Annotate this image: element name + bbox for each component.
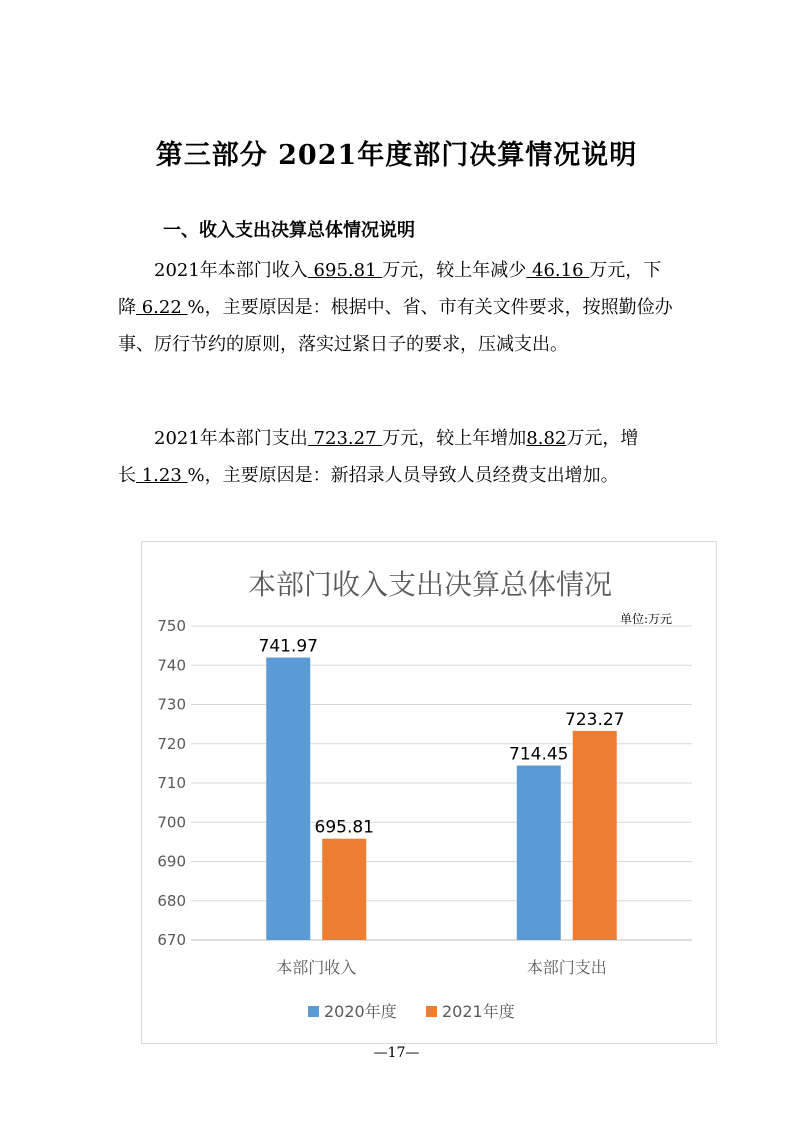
bar — [517, 766, 561, 940]
legend-label: 2020年度 — [324, 1002, 397, 1021]
data-label: 695.81 — [314, 817, 374, 838]
bar — [266, 658, 310, 940]
legend-label: 2021年度 — [442, 1002, 515, 1021]
y-tick-label: 680 — [157, 891, 186, 910]
y-tick-label: 730 — [157, 695, 186, 714]
chart-title: 本部门收入支出决算总体情况 — [247, 568, 613, 601]
text: 2021年本部门收入 — [154, 260, 308, 281]
legend-swatch — [308, 1006, 319, 1017]
data-label: 741.97 — [258, 636, 318, 657]
legend-swatch — [426, 1006, 437, 1017]
text: 万元，增长 — [118, 428, 639, 486]
y-tick-label: 740 — [157, 656, 186, 675]
text: 万元，下降 — [118, 260, 662, 318]
y-tick-label: 690 — [157, 852, 186, 871]
text: %，主要原因是：根据中、省、市有关文件要求，按照勤俭办事、厉行节约的原则，落实过紧日子的要求，压减支出。 — [118, 297, 673, 355]
decrease-percent: 6.22 — [141, 297, 182, 318]
bar — [322, 839, 366, 940]
y-tick-label: 700 — [157, 813, 186, 832]
y-tick-label: 720 — [157, 734, 186, 753]
page-title: 第三部分 2021年度部门决算情况说明 — [155, 140, 638, 171]
bar — [573, 731, 617, 940]
expense-paragraph — [118, 420, 678, 494]
y-tick-label: 750 — [157, 617, 186, 635]
increase-percent: 1.23 — [141, 465, 182, 486]
text: 万元，较上年减少 — [382, 260, 527, 281]
page-number: —17— — [373, 1045, 420, 1061]
section-heading: 一、收入支出决算总体情况说明 — [163, 220, 415, 241]
x-category-label: 本部门收入 — [276, 958, 357, 977]
text: 2021年本部门支出 — [154, 428, 308, 449]
decrease-value: 46.16 — [532, 260, 584, 281]
data-label: 723.27 — [565, 709, 625, 730]
increase-value: 8.82 — [526, 428, 567, 449]
x-category-label: 本部门支出 — [526, 958, 607, 977]
income-paragraph — [118, 252, 678, 363]
chart-container — [141, 541, 717, 1044]
income-value: 695.81 — [313, 260, 377, 281]
data-label: 714.45 — [509, 744, 569, 765]
text: %，主要原因是：新招录人员导致人员经费支出增加。 — [187, 465, 619, 486]
chart-unit-note: 单位:万元 — [619, 612, 672, 626]
y-tick-label: 670 — [157, 931, 186, 949]
y-tick-label: 710 — [157, 774, 186, 792]
bar-chart — [142, 542, 718, 1045]
expense-value: 723.27 — [313, 428, 377, 449]
text: 万元，较上年增加 — [382, 428, 527, 449]
